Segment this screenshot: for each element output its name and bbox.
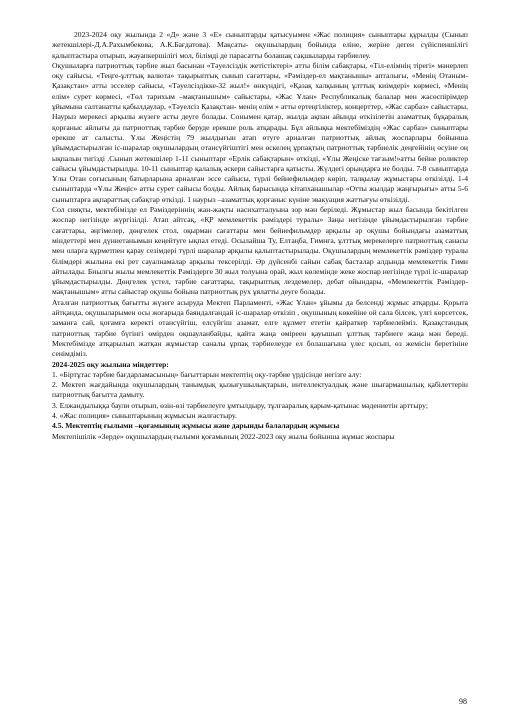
tasks-heading: 2024-2025 оқу жылына міндеттер: xyxy=(52,359,169,369)
paragraph-police-classes: 2023-2024 оқу жылында 2 «Д» және 3 «Е» сыныптарды қатысуымен «Жас полиция» сыныптары құрылды (Сынып жетекшілері-Д.А.Рахымбекова, А.К.Бағдатова). Мақсаты- оқушылардың бойында еліне, жеріне деген сүйіспеншілігі қалыптастыра отырып, жауапкершілігі мол, білімді де парасатты болашақ сақшыларды тәрбиелеу. xyxy=(52,30,468,60)
paragraph-state-symbols: Сол сияқты, мектебімізде ел Рәміздеріннің жан-жақты насихатталуына зор мән беріледі. Жұмыстар жыл басында бекітілген жоспар негізінде жүргізілді. Атап айтсақ, «ҚР мемлекеттік рәміздері туралы» Заңы негізінде ұйымдастырылған тәрбие сағаттары, әңгімелер, дөңгелек стол, оқырман сағаттары мен бейнефильмдер арқылы әр оқушы бойындағы азаматтық міндеттері мен дүниетанымын кеңейтуге ықпал етеді. Осылайша Ту, Елтаңба, Гимнға, ұлттық мерекелерге патриоттық санасы мен оларға құрметпен қарау сезімдері түрлі шаралар арқылы қалыптастырылады. Оқушылардың мемлекеттік рәміздер туралы білімдері жылына екі рет сауалнамалар арқылы тексерілді. Әр дүйсенбі сайын сабақ басталар алдында мемлекеттік Гимн айтылады. Биылғы жылы мемлекеттік Рәміздерге 30 жыл толуына орай, жыл көлемінде жеке жоспар негізінде түрлі іс-шаралар ұйымдастырылды. Дөңгелек үстел, тәрбие сағаттары, тақырыптық лездемелер, дебат ойындары, «Мемлекеттік Рәміздер-мақтанышым» атты сайыстар оқушы бойына патриоттық рух ұялатты деуге болады. xyxy=(52,205,468,297)
task-item: 1. «Біртұтас тәрбие бағдарламасының» бағыттарын мектептің оқу-тәрбие үрдісінде негізге алу: xyxy=(52,369,362,379)
section-heading: 4.5. Мектептің ғылыми –қоғамының жұмысы және дарынды балалардың жұмысы xyxy=(52,421,340,431)
task-item: 2. Мектеп жағдайында оқушылардың танымдық қызығушылықтарын, интеллектуалдық және шығармашылық қабілеттерін патриоттық бағытта дамыту. xyxy=(52,380,468,400)
task-item: 3. Елжандылыққа баули отырып, өзін-өзі тәрбиелеуге ұмтылдыру, тұлғааралық қарым-қатынас мәдениетін арттыру; xyxy=(52,400,428,410)
document-page xyxy=(52,30,468,442)
paragraph-conclusion: Аталған патриоттық бағытты жүзеге асыруда Мектеп Парламенті, «Жас Ұлан» ұйымы да белсенді жұмыс атқарды. Қорыта айтқанда, оқушыларымен осы жоғарыда баяндалғандай іс-шаралар өткізіп , оқушының көкейіне ой сала білсек, үлгі көрсетсек, заманға сай, қоғамға керекті отансүйгіш, елсүйгіш азамат, елге құлмет ететін қайраткер тәрбиелейміз. Қазақстандық патриоттық тәрбие бүгінгі өмірден оқшауланбайды, қайта жаңа өміреен қауышып ұлттық тәрбиеге жаңа мән береді. Мектебімізде атқарылып жатқан жұмыстар саналы ұрпақ тәрбиелеуде ел болашағына үлес қосып, өз жемісін беретініне сенімдіміз. xyxy=(52,297,468,359)
section-text: Мектепішілік «Зерде» оқушылардың ғылыми қоғамының 2022-2023 оқу жылы бойынша жұмыс жоспары xyxy=(52,431,395,441)
page-number: 98 xyxy=(459,697,467,706)
paragraph-patriotic-education: Оқушыларға патриоттық тәрбие жыл басынан «Тәуелсіздік жетістіктері» атты білім сабақтары, «Тіл-елімнің тірегі» мәнерлеп оқу сайысы, «Теңге-ұлттық валюта» тақырыптық сынып сағаттары, «Рәміздер-ел мақтанышы» апталығы, «Менің Отаным-Қазақстан» атты эсселер сайысы, «Тәуелсіздікке-32 жыл!» өнкүндігі, «Қазақ халқының ұлттық киімдері» көрмесі, «Менің елім» сурет көрмесі, «Төл тарихым –мақтанышым» сайыстары, «Жас Ұлан» Республикалық балалар мен жасөспірімдер ұйымына салтанатты қабылдаулар, «Тәуелсіз Қазақстан- менің елім » атты ертеңгіліктер, концерттер, «Жас сарбаз» сайыстары, Наурыз мерекесі арқылы жүзеге асты деуге болады. Сонымен қатар, жылда ақпан айында өткізілетін азаматтық бұқаралық қорғаныс айлығы да патриоттық тәрбие беруде ерекше роль атқарады. Бұл айлықка мектебіміздің «Жас сарбаз» сыныптары ерекше ат салысты. Ұлы Жеңістің 79 жылдығын атап өтуге арналған патриоттық айлық жоспарлары бойынша ұйымдастырылған іс-шаралар оқушылардың отансүйгіштігі мен өскелең ұрпақтың патриоттық тәрбиелік деңгейінің өсуіне оң ықпалын тигізді .Сынып жетекшілер 1-11 сыныптарғ «Ерлік сабақтарын» өткізді, «Ұлы Жеңіске тағзым!»атты бейне роликтер сайысы ұйымдастырылды. 10-11 сыныптар қалалық әскери сайыстарға қатысты. Жүлдегі орындарға ие болды. 7-8 сыныптарда Ұлы Отан соғысының батырларына арналған эссе сайысы, түрлі бейнефильмдер көріп, талқылау жұмыстары өткізілді. 1-4 сыныптарда «Ұлы Жеңіс» атты сурет сайысы болды. Айлық барысында кітапханашылар «Отты жылдар жаңғырығы» атты 5-6 сыныптарға ақпараттық сабақтар өткізді. 1 наурыз –азаматтық қорғаныс күніне эвакуация жаттығуы өткізілді. xyxy=(52,60,468,204)
task-item: 4. «Жас полиция» сыныптарының жұмысын жалғастыру. xyxy=(52,410,237,420)
